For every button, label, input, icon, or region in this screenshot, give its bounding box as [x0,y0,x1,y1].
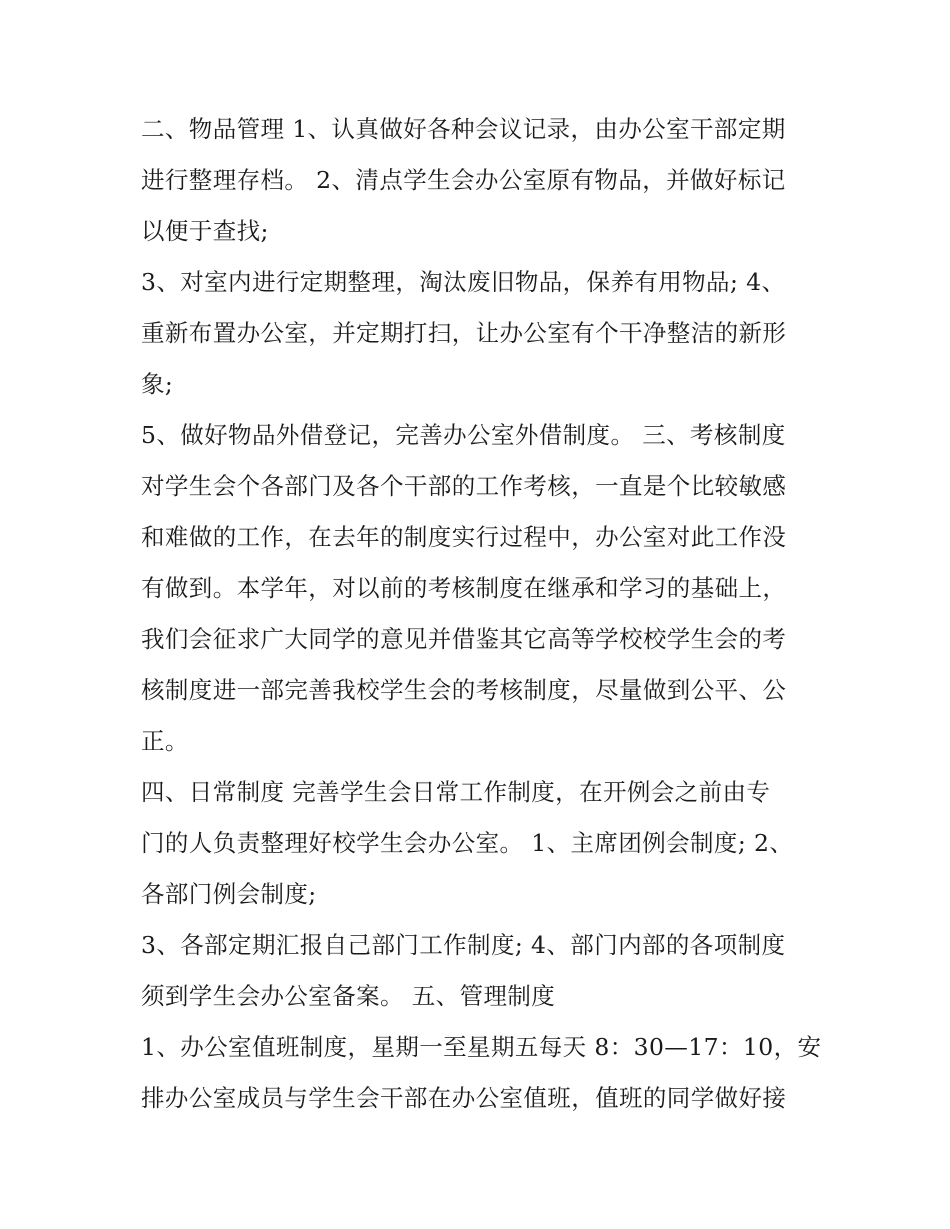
text-line: 四、日常制度 完善学生会日常工作制度，在开例会之前由专 [141,778,771,806]
text-line: 各部门例会制度; [141,880,317,908]
document-body [141,104,821,1124]
text-line: 有做到。本学年，对以前的考核制度在继承和学习的基础上， [141,574,787,602]
text-line: 对学生会个各部门及各个干部的工作考核，一直是个比较敏感 [141,472,787,500]
text-line: 进行整理存档。 2、清点学生会办公室原有物品，并做好标记 [141,166,786,194]
text-line: 重新布置办公室，并定期打扫，让办公室有个干净整洁的新形 [141,319,787,347]
text-line: 以便于查找; [141,217,269,245]
text-line: 须到学生会办公室备案。 五、管理制度 [141,982,556,1010]
text-line: 3、各部定期汇报自己部门工作制度; 4、部门内部的各项制度 [141,931,786,959]
text-line: 和难做的工作，在去年的制度实行过程中，办公室对此工作没 [141,523,787,551]
text-line: 我们会征求广大同学的意见并借鉴其它高等学校校学生会的考 [141,625,787,653]
text-line: 3、对室内进行定期整理，淘汰废旧物品，保养有用物品; 4、 [141,268,786,296]
text-line: 排办公室成员与学生会干部在办公室值班，值班的同学做好接 [141,1084,787,1112]
text-line: 1、办公室值班制度，星期一至星期五每天 8：30—17：10，安 [141,1033,822,1061]
text-line: 门的人负责整理好校学生会办公室。 1、主席团例会制度; 2、 [141,829,794,857]
text-line: 象; [141,370,174,398]
text-line: 正。 [141,727,189,755]
text-line: 二、物品管理 1、认真做好各种会议记录，由办公室干部定期 [141,115,786,143]
text-line: 核制度进一部完善我校学生会的考核制度，尽量做到公平、公 [141,676,787,704]
text-line: 5、做好物品外借登记，完善办公室外借制度。 三、考核制度 [141,421,786,449]
